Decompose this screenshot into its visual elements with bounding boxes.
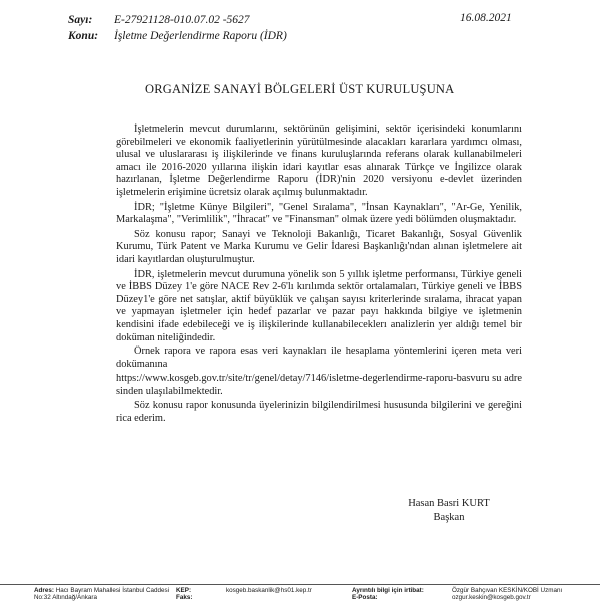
konu-value: İşletme Değerlendirme Raporu (İDR) bbox=[114, 30, 287, 42]
paragraph-3: Söz konusu rapor; Sanayi ve Teknoloji Bakanlığı, Ticaret Bakanlığı, Sosyal Güvenlik Kurumu, Türk Patent ve Marka Kurumu ve Gelir İdaresi Başkanlığı'ndan alınan işletmelere ait idari kayıtlardan oluşturulmuştur. bbox=[116, 228, 522, 265]
signatory-title: Başkan bbox=[433, 512, 465, 523]
paragraph-6: Söz konusu rapor konusunda üyelerinizin bilgilendirilmesi hususunda bilgilerini ve gereğini rica ederim. bbox=[116, 400, 522, 425]
footer-kep bbox=[226, 587, 346, 594]
footer-contact-mail: ozgur.keskin@kosgeb.gov.tr bbox=[452, 594, 531, 601]
letter-body bbox=[116, 124, 522, 428]
url-suffix: su adresinden ulaşılabilmektedir. bbox=[116, 373, 522, 397]
report-url-link[interactable]: https://www.kosgeb.gov.tr/site/tr/genel/detay/7146/isletme-degerlendirme-raporu-basvuru bbox=[116, 373, 490, 385]
sayi-value: E-27921128-010.07.02 -5627 bbox=[114, 14, 250, 26]
signature-block bbox=[394, 497, 504, 525]
paragraph-1: İşletmelerin mevcut durumlarını, sektörünün gelişimini, sektör içerisindeki konumlarını görebilmeleri ve ekonomik faaliyetlerinin yürütülmesinde alacakları kararlara yardımcı olması, ulusal ve uluslararası iş ilişkilerinde ve finans kuruluşlarında referans olarak kullanabilmeleri amacı ile 2016-2020 yıllarına ilişkin idari kayıtlar esas alınarak Türkçe ve İngilizce olarak hazırlanan, İşletme Değerlendirme Raporu (İDR)'nin 2020 versiyonu e-devlet üzerinden işletmelerin erişimine ücretsiz olarak açılmış bulunmaktadır. bbox=[116, 124, 522, 198]
signatory-name: Hasan Basri KURT bbox=[408, 498, 490, 509]
paragraph-5: Örnek rapora ve rapora esas veri kaynakları ile hesaplama yöntemlerini içeren meta veri dokümanına bbox=[116, 346, 522, 370]
paragraph-2: İDR; "İşletme Künye Bilgileri", "Genel Sıralama", "İnsan Kaynakları", "Ar-Ge, Yenilik, Markalaşma", "Verimlilik", "İhracat" ve "Finansman" olmak üzere yedi bölümden oluşmaktadır. bbox=[116, 201, 522, 226]
paragraph-4: İDR, işletmelerin mevcut durumuna yönelik son 5 yıllık işletme performansı, Türkiye geneli ve İBBS Düzey 1'e göre NACE Rev 2-6'lı kırılımda sektör ortalamaları, Türkiye geneli ve İBBS Düzey1'e göre net satışlar, aktif büyüklük ve çalışan sayısı kriterlerinde sıralama, ihracat yapan ve yapmayan işletmeler için hedef pazarlar ve pazar payı hakkında bilgiye ve işletmenin kendisini ifade edebileceği ve iş ilişkilerinde kullanabileceklerı analizlerin yer aldığı temel bir doküman niteliğindedir. bbox=[116, 268, 522, 343]
footer-eposta-label: E-Posta: bbox=[352, 594, 378, 601]
footer-faks-label: Faks: bbox=[176, 594, 193, 601]
footer-labels-1 bbox=[176, 587, 216, 601]
sayi-label: Sayı: bbox=[68, 14, 93, 26]
url-paragraph bbox=[116, 373, 522, 398]
document-date: 16.08.2021 bbox=[460, 12, 512, 24]
konu-label: Konu: bbox=[68, 30, 99, 42]
addressee: ORGANİZE SANAYİ BÖLGELERİ ÜST KURULUŞUNA bbox=[145, 82, 455, 96]
document-footer bbox=[0, 584, 600, 601]
footer-info-label: Ayrıntılı bilgi için irtibat: bbox=[352, 587, 424, 594]
konu-row bbox=[68, 28, 287, 44]
footer-info bbox=[352, 587, 442, 601]
document-meta bbox=[68, 12, 287, 44]
footer-contact-name: Özgür Bahçıvan KESKİN/KOBİ Uzmanı bbox=[452, 587, 563, 594]
footer-adres-value: Hacı Bayram Mahallesi İstanbul Caddesi No:32 Altındağ/Ankara bbox=[34, 587, 170, 601]
footer-kep-value: kosgeb.baskanlik@hs01.kep.tr bbox=[226, 587, 312, 594]
footer-contact bbox=[452, 587, 598, 601]
sayi-row bbox=[68, 12, 287, 28]
footer-address bbox=[34, 587, 174, 601]
footer-adres-label: Adres: bbox=[34, 587, 54, 594]
footer-kep-label: KEP: bbox=[176, 587, 192, 594]
